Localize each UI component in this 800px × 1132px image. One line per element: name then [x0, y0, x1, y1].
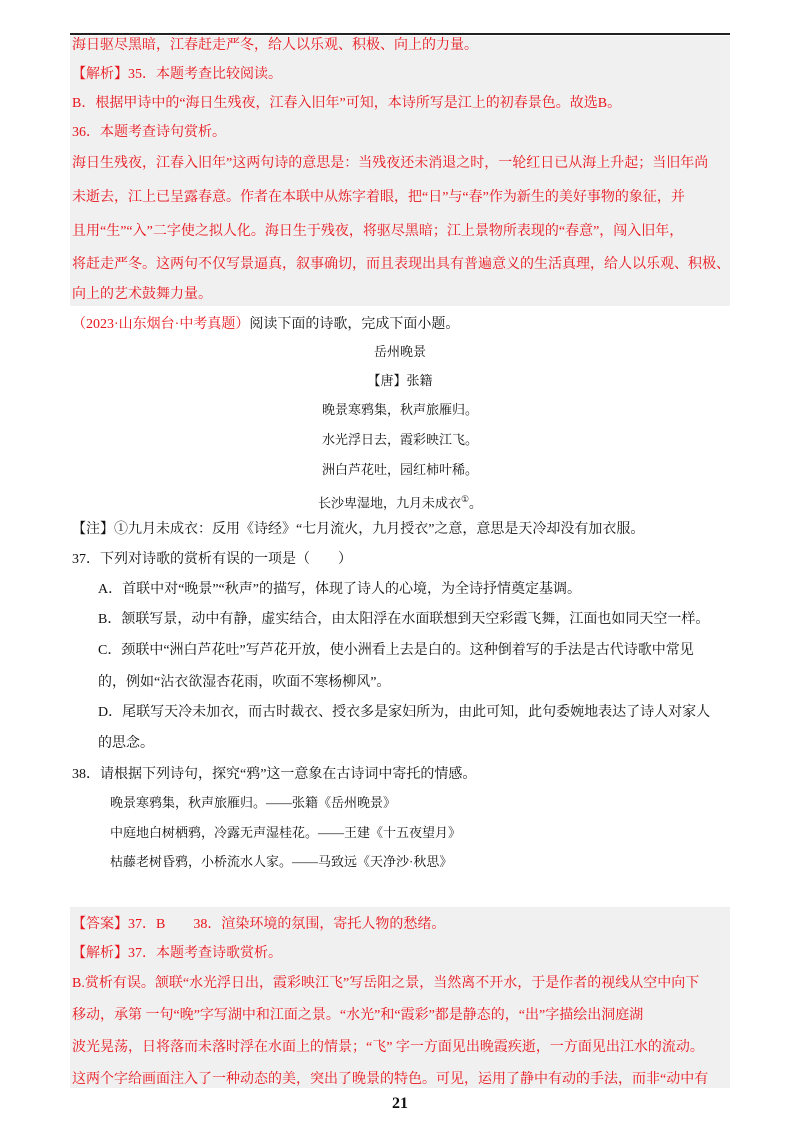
analysis-line: B．根据甲诗中的“海日生残夜，江春入旧年”可知，本诗所写是江上的初春景色。故选B。 — [72, 96, 622, 111]
option-b: B．颔联写景，动中有静，虚实结合，由太阳浮在水面联想到天空彩霞飞舞，江面也如同天空一样。 — [98, 612, 710, 627]
question-38: 38．请根据下列诗句，探究“鸦”这一意象在古诗词中寄托的情感。 — [72, 767, 477, 782]
analysis-heading: 【解析】35．本题考查比较阅读。 — [72, 67, 282, 82]
poem-line: 水光浮日去，霞彩映江飞。 — [321, 432, 478, 447]
footnote: 【注】①九月未成衣：反用《诗经》“七月流火，九月授衣”之意，意思是天冷却没有加衣服。 — [72, 522, 645, 537]
poem-line — [0, 490, 800, 512]
option-a: A．首联中对“晚景”“秋声”的描写，体现了诗人的心境，为全诗抒情奠定基调。 — [98, 582, 581, 597]
quote-line: 中庭地白树栖鸦，冷露无声湿桂花。——王建《十五夜望月》 — [110, 825, 462, 840]
option-d-cont: 的思念。 — [98, 736, 154, 751]
option-d: D．尾联写天冷未加衣，而古时裁衣、授衣多是家妇所为，由此可知，此句委婉地表达了诗人对家人 — [98, 705, 711, 720]
answer-line: 海日驱尽黑暗，江春赶走严冬，给人以乐观、积极、向上的力量。 — [72, 38, 478, 53]
analysis-line: 向上的艺术鼓舞力量。 — [72, 287, 212, 302]
question-source: （2023·山东烟台·中考真题） — [72, 317, 250, 332]
poem-title: 岳州晚景 — [373, 344, 426, 359]
quote-line: 枯藤老树昏鸦，小桥流水人家。——马致远《天净沙·秋思》 — [110, 854, 453, 869]
question-37: 37．下列对诗歌的赏析有误的一项是（ ） — [72, 552, 352, 567]
poem-line-text: 长沙卑湿地，九月未成衣 — [317, 495, 461, 511]
page-number: 21 — [392, 1095, 408, 1112]
analysis-line: 且用“生”“入”二字使之拟人化。海日生于残夜，将驱尽黑暗；江上景物所表现的“春意”，闯入旧年， — [72, 224, 684, 239]
analysis-line: 将赶走严冬。这两句不仅写景逼真，叙事确切，而且表现出具有普遍意义的生活真理，给人以乐观、积极、 — [72, 257, 730, 272]
quote-line: 晚景寒鸦集，秋声旅雁归。——张籍《岳州晚景》 — [110, 795, 397, 810]
analysis-line: B.赏析有误。颔联“水光浮日出，霞彩映江飞”写岳阳之景，当然离不开水，于是作者的视线从空中向下 — [72, 976, 700, 991]
analysis-line: 波光晃荡，日将落而未落时浮在水面上的情景；“飞” 字一方面见出晚霞疾逝，一方面见出江水的流动。 — [72, 1040, 704, 1055]
analysis-line: 海日生残夜，江春入旧年”这两句诗的意思是：当残夜还未消退之时，一轮红日已从海上升起；当旧年尚 — [72, 156, 709, 171]
analysis-line: 这两个字给画面注入了一种动态的美，突出了晚景的特色。可见，运用了静中有动的手法，而非“动中有 — [72, 1072, 709, 1087]
poem-line: 洲白芦花吐，园红柿叶稀。 — [321, 462, 478, 477]
poem-author: 【唐】张籍 — [367, 373, 433, 388]
poem-line: 晚景寒鸦集，秋声旅雁归。 — [321, 402, 478, 417]
answer-line: 【答案】37．B 38．渲染环境的氛围，寄托人物的愁绪。 — [72, 917, 446, 932]
answer-box-bottom — [70, 907, 730, 1088]
analysis-line: 未逝去，江上已呈露春意。作者在本联中从炼字着眼，把“日”与“春”作为新生的美好事物的象征，并 — [72, 190, 685, 205]
analysis-heading: 【解析】37．本题考查诗歌赏析。 — [72, 946, 282, 961]
option-c: C．颈联中“洲白芦花吐”写芦花开放，使小洲看上去是白的。这种倒着写的手法是古代诗歌中常见 — [98, 643, 694, 658]
poem-end: 。 — [469, 495, 483, 511]
intro-text: 阅读下面的诗歌，完成下面小题。 — [249, 317, 460, 332]
analysis-heading: 36．本题考查诗句赏析。 — [72, 125, 226, 140]
question-intro — [72, 316, 459, 334]
header-rule — [70, 33, 730, 35]
option-c-cont: 的，例如“沾衣欲湿杏花雨，吹面不寒杨柳风”。 — [98, 675, 391, 690]
footnote-mark: ① — [460, 494, 470, 504]
analysis-line: 移动，承第 一句“晚”字写湖中和江面之景。“水光”和“霞彩”都是静态的，“出”字描绘出洞庭湖 — [72, 1008, 644, 1023]
